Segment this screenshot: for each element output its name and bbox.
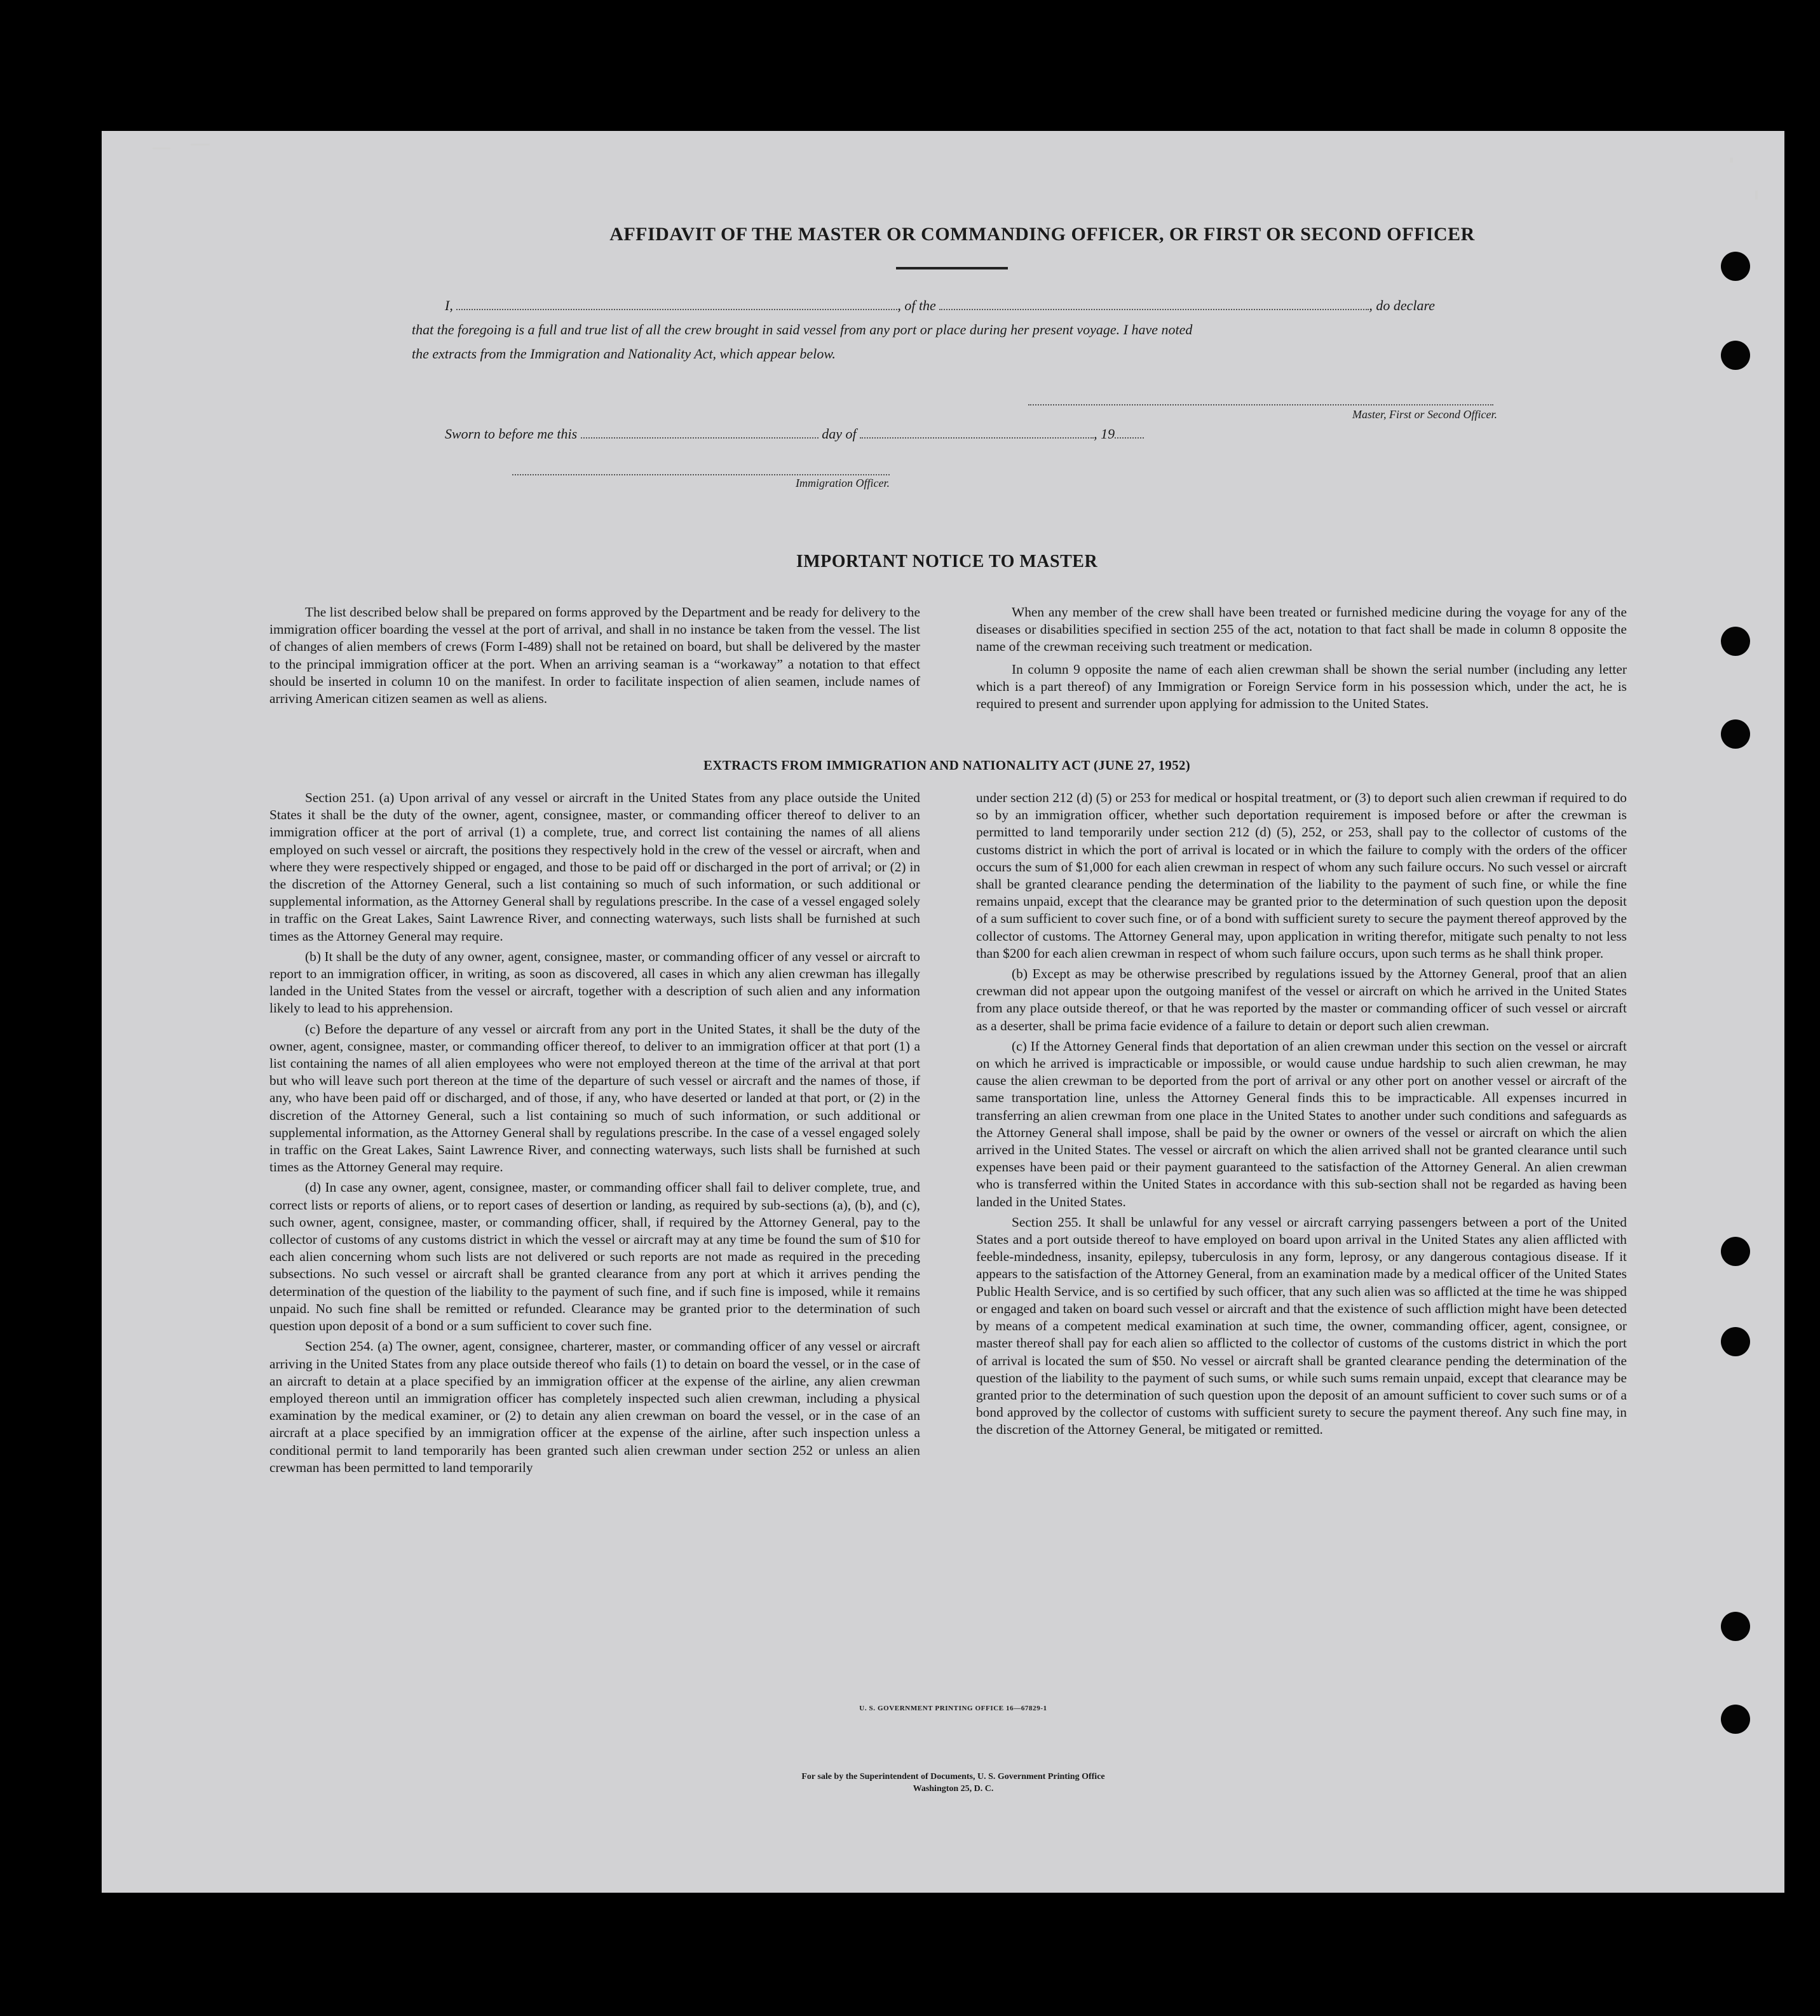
section-254-a: Section 254. (a) The owner, agent, consignee, charterer, master, or commanding officer of any vessel or aircraft arriving in the United States from any place outside thereof who fails (1) to detain on board the vessel, or in the case of an aircraft to detain at a place specified by an immigration officer at the expense of the airline, any alien crewman employed thereon until an immigration officer has completely inspected such alien crewman, including a physical examination by the medical examiner, or (2) to detain any alien crewman on board the vessel, or in the case of an aircraft at a place specified by an immigration officer at the expense of the airline, after such inspection unless a conditional permit to land temporarily has been granted such alien crewman under section 252 or unless an alien crewman has been permitted to land temporarily <box>269 1338 920 1475</box>
month-blank[interactable] <box>860 425 1094 439</box>
punch-hole <box>1721 627 1750 656</box>
affidavit-title: AFFIDAVIT OF THE MASTER OR COMMANDING OFFICER, OR FIRST OR SECOND OFFICER <box>609 224 1475 245</box>
scan-mark <box>1730 158 1733 163</box>
section-251-b: (b) It shall be the duty of any owner, agent, consignee, master, or commanding officer of any vessel or aircraft to report to an immigration officer, in writing, as soon as discovered, all cases in which any alien crewman has illegally landed in the United States from the vessel or aircraft, together with a description of such alien and any information likely to lead to his apprehension. <box>269 948 920 1016</box>
sworn-line <box>445 422 1398 446</box>
officer-signature-line[interactable] <box>512 474 890 475</box>
footer-line-2: Washington 25, D. C. <box>913 1784 994 1794</box>
punch-hole <box>1721 719 1750 749</box>
section-255: Section 255. It shall be unlawful for any vessel or aircraft carrying passengers between a port of the United States and a port outside thereof to have employed on board upon arrival in the United States any alien afflicted with feeble-mindedness, insanity, epilepsy, tuberculosis in any form, leprosy, or any dangerous contagious disease. If it appears to the satisfaction of the Attorney General, from an examination made by a medical officer of the United States Public Health Service, and is so certified by such officer, that any such alien was so afflicted at the time he was shipped or engaged and taken on board such vessel or aircraft and that the existence of such affliction might have been detected by means of a competent medical examination at such time, the owner, commanding officer, agent, consignee, or master thereof shall pay for each alien so afflicted to the collector of customs of the customs district in which the port of arrival is located the sum of $50. No vessel or aircraft shall be granted clearance pending the determination of the question of the liability to the payment of such sums, or while such sums remain unpaid, except that clearance may be granted prior to the determination of such question upon the deposit of an amount sufficient to cover such sums or of a bond approved by the collector of customs with sufficient surety to secure the payment thereof. Any such fine may, in the discretion of the Attorney General, be mitigated or remitted. <box>976 1214 1627 1438</box>
sworn-date-blank[interactable] <box>581 425 818 439</box>
title-rule <box>896 267 1008 269</box>
declaration-line-2: that the foregoing is a full and true list of all the crew brought in said vessel from any port or place during her present voyage. I have noted <box>412 322 1193 337</box>
punch-hole <box>1721 1612 1750 1641</box>
of-the-label: , of the <box>897 297 936 313</box>
notice-right-paragraph-2: In column 9 opposite the name of each alien crewman shall be shown the serial number (including any letter which is a part thereof) of any Immigration or Foreign Service form in his possession which, under the act, he is required to present and surrender upon applying for admission to the United States. <box>976 661 1627 712</box>
extracts-title: EXTRACTS FROM IMMIGRATION AND NATIONALITY ACT (JUNE 27, 1952) <box>703 758 1190 773</box>
footer-line-1: For sale by the Superintendent of Documents, U. S. Government Printing Office <box>801 1772 1105 1781</box>
section-251-d: (d) In case any owner, agent, consignee, master, or commanding officer shall fail to deliver complete, true, and correct lists or reports of aliens, or to report cases of desertion or landing, as required by sub-sections (a), (b), and (c), such owner, agent, consignee, master, or commanding officer, shall, if required by the Attorney General, pay to the collector of customs of any customs district in which the vessel or aircraft may at any time be found the sum of $10 for each alien concerning whom such lists are not delivered or such reports are not made as required in the preceding subsections. No such vessel or aircraft shall be granted clearance from any port at which it arrives pending the determination of the question of the liability to the payment of such fine, and if such fine is imposed, while it remains unpaid. No such fine shall be remitted or refunded. Clearance may be granted prior to the determination of such question upon deposit of a bond or a sum sufficient to cover such fine. <box>269 1180 920 1334</box>
scan-mark <box>191 144 210 146</box>
section-254-b: (b) Except as may be otherwise prescribed by regulations issued by the Attorney General, proof that an alien crewman did not appear upon the outgoing manifest of the vessel or aircraft on which he arrived in the United States from any place outside thereof, or that he was reported by the master or commanding officer of such vessel or aircraft as a deserter, shall be prima facie evidence of a failure to detain or deport such alien crewman. <box>976 966 1627 1033</box>
punch-hole <box>1721 1237 1750 1266</box>
section-251-a: Section 251. (a) Upon arrival of any vessel or aircraft in the United States from any place outside the United States it shall be the duty of the owner, agent, consignee, master, or commanding officer thereof to deliver to an immigration officer at the port of arrival (1) a complete, true, and correct list containing the names of all aliens employed on such vessel or aircraft, the positions they respectively hold in the crew of the vessel or aircraft, when and where they were respectively shipped or engaged, and those to be paid off or discharged in the port of arrival; or (2) in the discretion of the Attorney General, such a list containing so much of such information, or such additional or supplemental information, as the Attorney General shall by regulations prescribe. In the case of a vessel engaged solely in traffic on the Great Lakes, Saint Lawrence River, and connecting waterways, such lists shall be furnished at such times as the Attorney General may require. <box>269 790 920 944</box>
sworn-label: Sworn to before me this <box>445 426 578 442</box>
extracts-left-column <box>269 789 920 1480</box>
master-caption: Master, First or Second Officer. <box>1352 408 1497 421</box>
i-label: I, <box>445 297 453 313</box>
year-blank[interactable] <box>1115 425 1144 439</box>
vessel-blank[interactable] <box>939 296 1369 310</box>
punch-hole <box>1721 1327 1750 1356</box>
extracts-right-column <box>976 789 1627 1442</box>
do-declare-label: , do declare <box>1369 297 1435 313</box>
punch-hole <box>1721 1705 1750 1734</box>
scan-mark <box>153 147 170 149</box>
notice-right-column <box>976 604 1627 716</box>
section-251-c: (c) Before the departure of any vessel or aircraft from any port in the United States, it shall be the duty of the owner, agent, consignee, master, or commanding officer thereof, to deliver to an immigration officer at that port (1) a list containing the names of all alien employees who were not employed thereon at the time of the arrival at that port but who will leave such port thereon at the time of the departure of such vessel or aircraft and the names of those, if any, who have been paid off or discharged, and of those, if any, who have deserted or landed at that port, or (2) in the discretion of the Attorney General, such a list containing so much of such information, or such additional or supplemental information, as the Attorney General shall by regulations prescribe. In the case of a vessel engaged solely in traffic on the Great Lakes, Saint Lawrence River, and connecting waterways, such lists shall be furnished at such times as the Attorney General may require. <box>269 1021 920 1175</box>
scan-mark <box>1755 191 1758 200</box>
notice-right-paragraph-1: When any member of the crew shall have been treated or furnished medicine during the voyage for any of the diseases or disabilities specified in section 255 of the act, notation to that fact shall be made in column 8 opposite the name of the crewman receiving such treatment or medication. <box>976 604 1627 655</box>
master-signature-line[interactable] <box>1028 404 1493 405</box>
printing-office-line: U. S. GOVERNMENT PRINTING OFFICE 16—67829-1 <box>859 1705 1047 1712</box>
officer-caption: Immigration Officer. <box>796 477 890 489</box>
section-254-a-continued: under section 212 (d) (5) or 253 for medical or hospital treatment, or (3) to deport such alien crewman if required to do so by an immigration officer, whether such deportation requirement is imposed before or after the crewman is permitted to land temporarily under section 212 (d) (5), 252, or 253, shall pay to the collector of customs of the customs district in which the port of arrival is located or in which the failure to comply with the orders of the officer occurs the sum of $1,000 for each alien crewman in respect of whom any such failure occurs. No such vessel or aircraft shall be granted clearance pending the determination of the liability to the payment of such fine, or while the fine remains unpaid, except that the clearance may be granted prior to the determination of such question upon the deposit of a sum sufficient to cover such fine, or of a bond with sufficient surety to secure the payment thereof approved by the collector of customs. The Attorney General may, upon application in writing therefor, mitigate such penalty to not less than $200 for each alien crewman in respect of whom such failure occurs, upon such terms as he shall think proper. <box>976 790 1627 961</box>
section-254-c: (c) If the Attorney General finds that deportation of an alien crewman under this section on the vessel or aircraft on which he arrived is impracticable or impossible, or would cause undue hardship to such alien crewman, he may cause the alien crewman to be deported from the port of arrival or any other port on another vessel or aircraft of the same transportation line, unless the Attorney General finds this to be impracticable. All expenses incurred in transferring an alien crewman from one place in the United States to another under such conditions and safeguards as the Attorney General shall impose, shall be paid by the owner or owners of the vessel or aircraft on which the alien arrived in the United States. The vessel or aircraft on which the alien arrived shall not be granted clearance until such expenses have been paid or their payment guaranteed to the satisfaction of the Attorney General. An alien crewman who is transferred within the United States in accordance with this sub-section shall not be regarded as having been landed in the United States. <box>976 1038 1627 1209</box>
footer <box>610 1771 1296 1795</box>
year-label: , 19 <box>1094 426 1115 442</box>
declaration-line-1 <box>445 294 1601 318</box>
punch-hole <box>1721 252 1750 281</box>
document-page <box>102 131 1784 1893</box>
day-of-label: day of <box>822 426 857 442</box>
declaration-line-3: the extracts from the Immigration and Nationality Act, which appear below. <box>412 346 836 362</box>
notice-title: IMPORTANT NOTICE TO MASTER <box>796 552 1098 571</box>
name-blank[interactable] <box>456 296 897 310</box>
notice-left-column <box>269 604 920 711</box>
punch-hole <box>1721 341 1750 370</box>
notice-left-paragraph: The list described below shall be prepared on forms approved by the Department and be ready for delivery to the immigration officer boarding the vessel at the port of arrival, and shall in no instance be taken from the vessel. The list of changes of alien members of crews (Form I-489) shall not be retained on board, but shall be delivered by the master to the principal immigration officer at the port. When an arriving seaman is a “workaway” a notation to that effect should be inserted in column 10 on the manifest. In order to facilitate inspection of alien seamen, include names of arriving American citizen seamen as well as aliens. <box>269 604 920 707</box>
